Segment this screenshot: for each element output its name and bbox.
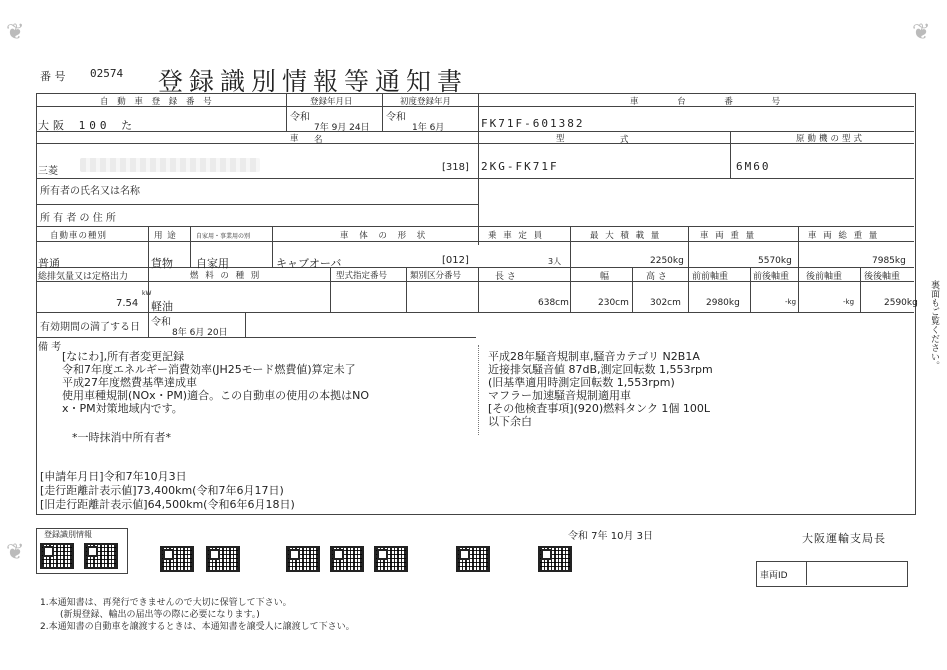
- side-note: 裏面もご覧ください。: [929, 280, 939, 370]
- vehicle-weight-value: 5570kg: [758, 256, 792, 266]
- width-value: 230cm: [598, 298, 629, 308]
- remarks-right-1: 平成28年騒音規制車,騒音カテゴリ N2B1A: [488, 350, 700, 363]
- gross-weight-label: 車 両 総 重 量: [808, 231, 880, 241]
- qr-code-9: [538, 546, 572, 572]
- maker-value: 三菱: [38, 166, 58, 177]
- issue-date: 令和 7年 10月 3日: [568, 531, 653, 542]
- body-label: 車 体 の 形 状: [340, 231, 430, 241]
- remarks-bottom-2: [走行距離計表示値]73,400km(令和7年6月17日): [40, 484, 284, 497]
- document-title: 登録識別情報等通知書: [158, 67, 469, 96]
- vehicle-type-label: 自動車の種別: [50, 231, 108, 241]
- model-code: [318]: [442, 162, 469, 173]
- reg-date: 7年 9月 24日: [314, 123, 370, 133]
- remarks-right-4: マフラー加速騒音規制適用車: [488, 389, 631, 402]
- number-label: 番 号: [40, 70, 66, 83]
- fuel-value: 軽油: [151, 300, 173, 313]
- remarks-right-3: (旧基準適用時測定回転数 1,553rpm): [488, 376, 675, 389]
- first-reg-label: 初度登録年月: [400, 97, 452, 107]
- height-label: 高 さ: [646, 272, 667, 282]
- corner-ornament-top-right: ❦: [912, 20, 931, 45]
- private-value: 自家用: [196, 257, 229, 270]
- footer-note-3: 2.本通知書の自動車を譲渡するときは、本通知書を譲受人に譲渡して下さい。: [40, 622, 355, 632]
- max-load-label: 最 大 積 載 量: [590, 231, 662, 241]
- length-label: 長 さ: [495, 272, 516, 282]
- model-value: 2KG-FK71F: [481, 160, 559, 173]
- remarks-label: 備 考: [38, 342, 62, 353]
- private-label: 自家用・事業用の別: [196, 233, 251, 240]
- remarks-left-7: *一時抹消中所有者*: [72, 431, 171, 444]
- remarks-right-6: 以下余白: [488, 415, 532, 428]
- owner-address-label: 所 有 者 の 住 所: [40, 213, 116, 224]
- front-front-axle-value: 2980kg: [706, 298, 740, 308]
- qr-code-6: [330, 546, 364, 572]
- qr-code-2: [84, 543, 118, 569]
- capacity-value: 3人: [548, 257, 562, 266]
- remarks-left-4: 使用車種規制(NOx・PM)適合。この自動車の使用の本拠はNO: [62, 389, 369, 402]
- qr-code-8: [456, 546, 490, 572]
- height-value: 302cm: [650, 298, 681, 308]
- remarks-left-3: 平成27年度燃費基準達成車: [62, 376, 197, 389]
- max-load-value: 2250kg: [650, 256, 684, 266]
- remarks-left-1: [なにわ],所有者変更記録: [62, 350, 185, 363]
- remarks-right-2: 近接排気騒音値 87dB,測定回転数 1,553rpm: [488, 363, 713, 376]
- plate-label: 自 動 車 登 録 番 号: [100, 97, 215, 107]
- rear-rear-axle-label: 後後軸重: [864, 272, 901, 282]
- qr-code-3: [160, 546, 194, 572]
- use-value: 貨物: [151, 257, 173, 270]
- redacted-car-name: [80, 158, 260, 172]
- width-label: 幅: [600, 272, 610, 282]
- displacement-unit: kW: [142, 290, 152, 297]
- qr-code-4: [206, 546, 240, 572]
- remarks-left-2: 令和7年度エネルギー消費効率(JH25モード燃費値)算定未了: [62, 363, 356, 376]
- rear-front-axle-value: -kg: [843, 298, 855, 306]
- issuing-office: 大阪運輸支局長: [802, 532, 886, 545]
- car-name-label-2: 名: [314, 135, 326, 145]
- qr-code-7: [374, 546, 408, 572]
- expiry-date: 8年 6月 20日: [172, 328, 228, 338]
- vehicle-weight-label: 車 両 重 量: [700, 231, 757, 241]
- displacement-value: 7.54: [116, 298, 139, 309]
- rear-front-axle-label: 後前軸重: [806, 272, 843, 282]
- front-rear-axle-value: -kg: [785, 298, 797, 306]
- remarks-right-5: [その他検査事項](920)燃料タンク 1個 100L: [488, 402, 711, 415]
- first-reg-era: 令和: [386, 112, 406, 123]
- body-value: キャブオーバ: [276, 257, 342, 270]
- class-number-label: 類別区分番号: [410, 271, 462, 281]
- fuel-label: 燃 料 の 種 別: [190, 271, 262, 281]
- vehicle-id-label: 車両ID: [760, 571, 788, 581]
- footer-note-2: (新規登録、輸出の届出等の際に必要になります。): [60, 610, 260, 620]
- car-name-label-1: 車: [290, 134, 302, 144]
- reg-date-label: 登録年月日: [310, 97, 353, 107]
- plate-value: 大阪 100 た: [38, 119, 137, 132]
- length-value: 638cm: [538, 298, 569, 308]
- expiry-era: 令和: [151, 317, 171, 328]
- remarks-bottom-1: [申請年月日]令和7年10月3日: [40, 470, 187, 483]
- capacity-label: 乗 車 定 員: [488, 231, 545, 241]
- model-label-1: 型: [556, 134, 568, 144]
- front-front-axle-label: 前前軸重: [692, 272, 729, 282]
- owner-name-label: 所有者の氏名又は名称: [40, 186, 140, 197]
- reg-info-label: 登録識別情報: [44, 530, 92, 539]
- use-label: 用 途: [154, 231, 177, 241]
- document-number: 02574: [90, 67, 124, 80]
- qr-code-1: [40, 543, 74, 569]
- displacement-label: 総排気量又は定格出力: [38, 272, 129, 282]
- body-code: [012]: [442, 255, 469, 266]
- remarks-left-5: x・PM対策地域内です。: [62, 402, 183, 415]
- chassis-label: 車 台 番 号: [630, 97, 799, 107]
- front-rear-axle-label: 前後軸重: [753, 272, 790, 282]
- gross-weight-value: 7985kg: [872, 256, 906, 266]
- reg-era: 令和: [290, 112, 310, 123]
- rear-rear-axle-value: 2590kg: [884, 298, 918, 308]
- engine-label: 原動機の型式: [796, 134, 866, 144]
- spec-number-label: 型式指定番号: [336, 271, 388, 281]
- qr-code-5: [286, 546, 320, 572]
- model-label-2: 式: [620, 135, 632, 145]
- first-reg-date: 1年 6月: [412, 123, 445, 133]
- expiry-label: 有効期間の満了する日: [40, 322, 140, 333]
- remarks-bottom-3: [旧走行距離計表示値]64,500km(令和6年6月18日): [40, 498, 295, 511]
- corner-ornament-top-left: ❦: [6, 20, 25, 45]
- chassis-number: FK71F-601382: [481, 117, 585, 130]
- vehicle-type-value: 普通: [38, 257, 60, 270]
- footer-note-1: 1.本通知書は、再発行できませんので大切に保管して下さい。: [40, 598, 292, 608]
- corner-ornament-bottom-left: ❦: [6, 540, 25, 565]
- engine-value: 6M60: [736, 160, 771, 173]
